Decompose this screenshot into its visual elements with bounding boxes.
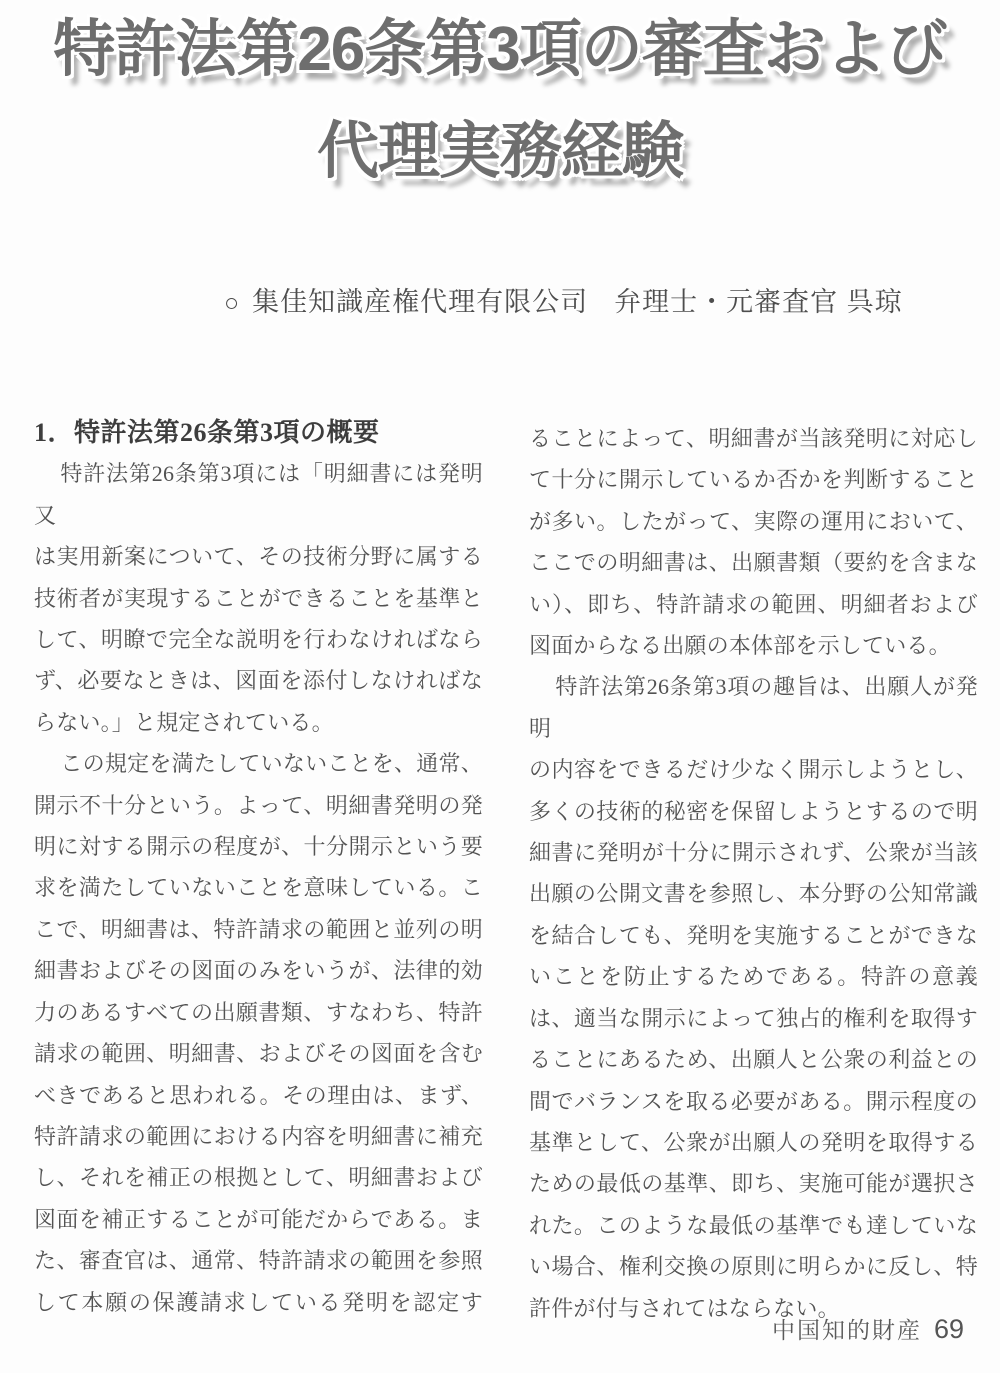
text-line: 基準として、公衆が出願人の発明を取得する xyxy=(529,1129,978,1155)
text-line: た、審査官は、通常、特許請求の範囲を参照 xyxy=(34,1248,483,1274)
text-line: べきであると思われる。その理由は、まず、 xyxy=(34,1082,483,1108)
text-line: 力のあるすべての出願書類、すなわち、特許 xyxy=(34,999,483,1025)
paragraph xyxy=(529,666,978,1329)
text-line: 出願の公開文書を参照し、本分野の公知常識 xyxy=(529,881,978,907)
article-title-line-2: 代理実務経験 xyxy=(316,117,683,187)
text-line: は、適当な開示によって独占的権利を取得す xyxy=(529,1005,978,1031)
text-line: の内容をできるだけ少なく開示しようとし、 xyxy=(529,757,978,783)
page-number: 69 xyxy=(933,1314,964,1344)
text-line: し、それを補正の根拠として、明細書および xyxy=(34,1165,483,1191)
text-line: 間でバランスを取る必要がある。開示程度の xyxy=(529,1088,978,1114)
circle-bullet-icon: ○ xyxy=(224,289,241,317)
text-line: 図面を補正することが可能だからである。ま xyxy=(34,1206,483,1232)
text-line: 細書およびその図面のみをいうが、法律的効 xyxy=(34,958,483,984)
text-line: いことを防止するためである。特許の意義 xyxy=(529,964,978,990)
text-line: ず、必要なときは、図面を添付しなければな xyxy=(34,668,483,694)
text-line: 特許請求の範囲における内容を明細書に補充 xyxy=(34,1123,483,1149)
text-line: 特許法第26条第3項には「明細書には発明又 xyxy=(34,461,483,528)
text-line: この規定を満たしていないことを、通常、 xyxy=(60,751,483,777)
text-line: ることによって、明細書が当該発明に対応し xyxy=(529,426,978,451)
right-column xyxy=(529,412,978,1329)
text-line: ための最低の基準、即ち、実施可能が選択さ xyxy=(529,1171,978,1197)
paragraph xyxy=(34,453,483,743)
text-line: れた。このような最低の基準でも達していな xyxy=(529,1212,978,1238)
paragraph xyxy=(529,418,978,666)
author-byline xyxy=(224,280,903,319)
text-line: 開示不十分という。よって、明細書発明の発 xyxy=(34,792,483,818)
page-footer xyxy=(772,1312,964,1345)
article-title xyxy=(0,6,1000,196)
article-title-line-1: 特許法第26条第3項の審査および xyxy=(53,15,947,84)
text-line: 技術者が実現することができることを基準と xyxy=(34,585,483,611)
journal-title: 中国知的財産 xyxy=(771,1318,922,1343)
text-line: 許件が付与されてはならない。 xyxy=(529,1295,840,1321)
text-line: ることにあるため、出願人と公衆の利益との xyxy=(529,1047,978,1073)
text-line: 明に対する開示の程度が、十分開示という要 xyxy=(34,834,483,860)
right-column-text xyxy=(529,418,978,1329)
text-line: 図面からなる出願の本体部を示している。 xyxy=(529,633,951,659)
left-column xyxy=(34,412,483,1329)
paragraph xyxy=(34,743,483,1323)
text-line: 細書に発明が十分に開示されず、公衆が当該 xyxy=(529,840,978,866)
text-line: い）、即ち、特許請求の範囲、明細者および xyxy=(529,591,978,617)
text-line: こで、明細書は、特許請求の範囲と並列の明 xyxy=(34,916,483,942)
section-heading: 1．特許法第26条第3項の概要 xyxy=(34,418,380,447)
text-line: 求を満たしていないことを意味している。こ xyxy=(34,875,483,901)
two-column-body xyxy=(34,412,978,1329)
text-line: が多い。したがって、実際の運用において、 xyxy=(529,508,978,534)
text-line: らない。」と規定されている。 xyxy=(34,709,334,735)
text-line: して、明瞭で完全な説明を行わなければなら xyxy=(34,627,483,653)
text-line: を結合しても、発明を実施することができな xyxy=(529,922,978,948)
text-line: 請求の範囲、明細書、およびその図面を含む xyxy=(34,1041,483,1067)
text-line: て十分に開示しているか否かを判断すること xyxy=(529,467,978,493)
text-line: 特許法第26条第3項の趣旨は、出願人が発明 xyxy=(529,674,978,741)
text-line: は実用新案について、その技術分野に属する xyxy=(34,544,483,570)
text-line: い場合、権利交換の原則に明らかに反し、特 xyxy=(529,1254,978,1280)
left-column-text xyxy=(34,453,483,1323)
author-affiliation: 集佳知識産権代理有限公司 xyxy=(252,287,589,317)
text-line: 多くの技術的秘密を保留しようとするので明 xyxy=(529,798,978,824)
text-line: して本願の保護請求している発明を認定す xyxy=(34,1289,483,1315)
text-line: ここでの明細書は、出願書類（要約を含まな xyxy=(529,550,978,576)
author-role-and-name: 弁理士・元審査官 呉琼 xyxy=(614,287,903,317)
